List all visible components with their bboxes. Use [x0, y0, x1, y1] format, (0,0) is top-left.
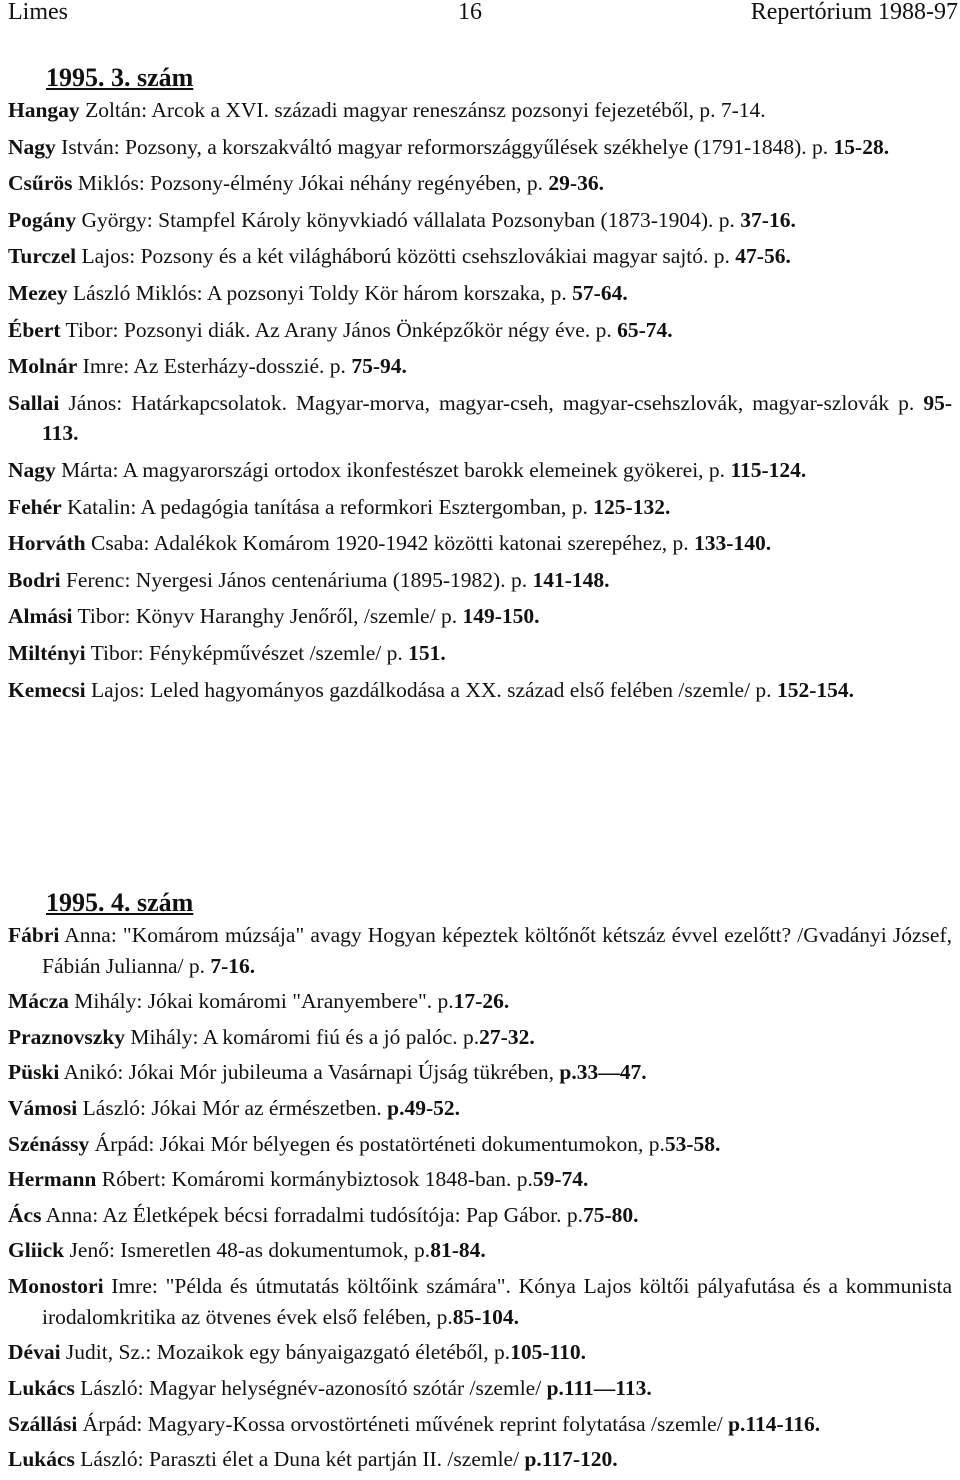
- entry-text: Mihály: A komáromi fiú és a jó palóc. p.: [125, 1024, 480, 1049]
- bibliography-entry: [8, 565, 952, 596]
- author-name: Lukács: [8, 1447, 75, 1472]
- bibliography-entry: [8, 1200, 952, 1231]
- page-range: 152-154.: [776, 677, 854, 702]
- page-range: p.111—113.: [546, 1375, 652, 1400]
- bibliography-entry: [8, 638, 952, 669]
- entry-text: Márta: A magyarországi ortodox ikonfestészet barokk elemeinek gyökerei, p.: [55, 458, 731, 483]
- entry-text: Imre: "Példa és útmutatás költőink számára". Kónya Lajos költői pályafutása és a kommunista irodalomkritika az ötvenes évek első felében, p.: [42, 1274, 952, 1329]
- issue-title: 1995. 4. szám: [46, 888, 194, 917]
- page-range: 53-58.: [664, 1131, 721, 1156]
- entry-text: Lajos: Pozsony és a két világháború közötti csehszlovákiai magyar sajtó. p.: [76, 244, 736, 269]
- author-name: Lukács: [8, 1375, 75, 1400]
- author-name: Kemecsi: [8, 677, 86, 702]
- page-range: 133-140.: [694, 531, 772, 556]
- author-name: Bodri: [8, 567, 61, 592]
- page-range: 7-16.: [210, 953, 256, 978]
- page-range: p.49-52.: [387, 1096, 460, 1121]
- page-range: 151.: [408, 641, 446, 666]
- bibliography-entry: [8, 1271, 952, 1332]
- entry-text: Mihály: Jókai komáromi "Aranyembere". p.: [68, 989, 454, 1014]
- author-name: Mácza: [8, 989, 69, 1014]
- page-range: 29-36.: [548, 171, 604, 196]
- page-range: 115-124.: [730, 458, 807, 483]
- page-range: 105-110.: [510, 1340, 586, 1365]
- page-range: 95-113.: [42, 390, 952, 446]
- author-name: Ébert: [8, 317, 61, 342]
- page-range: 65-74.: [617, 317, 673, 342]
- bibliography-entry: [8, 388, 952, 449]
- entry-text: Judit, Sz.: Mozaikok egy bányaigazgató életéből, p.: [60, 1340, 511, 1365]
- bibliography-entry: [8, 315, 952, 346]
- entry-text: János: Határkapcsolatok. Magyar-morva, magyar-cseh, magyar-csehszlovák, magyar-szlovák p.: [59, 390, 924, 415]
- bibliography-entry: [8, 675, 952, 706]
- bibliography-entry: [8, 168, 952, 199]
- author-name: Szénássy: [8, 1131, 90, 1156]
- bibliography-entry: [8, 492, 952, 523]
- journal-name: Limes: [8, 0, 68, 25]
- entry-list: [8, 95, 952, 705]
- entry-text: Miklós: Pozsony-élmény Jókai néhány regényében, p.: [72, 171, 549, 196]
- bibliography-entry: [8, 1444, 952, 1475]
- author-name: Csűrös: [8, 171, 73, 196]
- entry-text: Jenő: Ismeretlen 48-as dokumentumok, p.: [64, 1238, 431, 1263]
- entry-text: Lajos: Leled hagyományos gazdálkodása a XX. század első felében /szemle/ p.: [85, 677, 777, 702]
- entry-text: István: Pozsony, a korszakváltó magyar reformországgyűlések székhelye (1791-1848). p.: [55, 134, 834, 159]
- page-range: p.33—47.: [559, 1060, 647, 1085]
- bibliography-entry: [8, 205, 952, 236]
- page-range: 85-104.: [452, 1304, 520, 1329]
- bibliography-entry: [8, 1337, 952, 1368]
- author-name: Sallai: [8, 390, 60, 415]
- page-range: p.114-116.: [728, 1411, 821, 1436]
- author-name: Praznovszky: [8, 1024, 126, 1049]
- entry-text: Árpád: Jókai Mór bélyegen és postatörténeti dokumentumokon, p.: [89, 1131, 665, 1156]
- page-range: 75-80.: [583, 1202, 639, 1227]
- bibliography-entry: [8, 351, 952, 382]
- author-name: Pogány: [8, 207, 77, 232]
- entry-text: László: Jókai Mór az érmészetben.: [77, 1096, 388, 1121]
- page-number: 16: [458, 0, 482, 25]
- entry-text: László Miklós: A pozsonyi Toldy Kör három korszaka, p.: [67, 280, 573, 305]
- entry-text: Tibor: Könyv Haranghy Jenőről, /szemle/ p.: [72, 604, 463, 629]
- bibliography-entry: [8, 1373, 952, 1404]
- page-range: 75-94.: [351, 354, 407, 379]
- entry-text: Tibor: Fényképművészet /szemle/ p.: [85, 641, 409, 666]
- entry-text: Csaba: Adalékok Komárom 1920-1942 közötti katonai szerepéhez, p.: [85, 531, 695, 556]
- author-name: Gliick: [8, 1238, 65, 1263]
- bibliography-entry: [8, 920, 952, 981]
- author-name: Fehér: [8, 494, 62, 519]
- page-range: 141-148.: [532, 567, 610, 592]
- page-range: 59-74.: [532, 1167, 589, 1192]
- entry-text: László: Magyar helységnév-azonosító szótár /szemle/: [74, 1375, 547, 1400]
- bibliography-entry: [8, 1409, 952, 1440]
- entry-text: Árpád: Magyary-Kossa orvostörténeti művének reprint folytatása /szemle/: [77, 1411, 729, 1436]
- bibliography-entry: [8, 455, 952, 486]
- page-range: 125-132.: [593, 494, 671, 519]
- page-range: 27-32.: [479, 1024, 535, 1049]
- issue-section: [8, 61, 952, 711]
- bibliography-entry: [8, 1164, 952, 1195]
- page-range: 81-84.: [430, 1238, 486, 1263]
- author-name: Mezey: [8, 280, 68, 305]
- bibliography-entry: [8, 601, 952, 632]
- entry-text: Tibor: Pozsonyi diák. Az Arany János Önképzőkör négy éve. p.: [60, 317, 618, 342]
- bibliography-entry: [8, 528, 952, 559]
- entry-text: Katalin: A pedagógia tanítása a reformkori Esztergomban, p.: [61, 494, 594, 519]
- entry-text: László: Paraszti élet a Duna két partján II. /szemle/: [74, 1447, 525, 1472]
- author-name: Fábri: [8, 923, 60, 947]
- entry-list: [8, 920, 952, 1475]
- bibliography-entry: [8, 241, 952, 272]
- author-name: Dévai: [8, 1340, 61, 1365]
- bibliography-entry: [8, 278, 952, 309]
- page-range: 37-16.: [740, 207, 796, 232]
- author-name: Püski: [8, 1060, 60, 1085]
- entry-text: Anna: "Komárom múzsája" avagy Hogyan képeztek költőnőt kétszáz évvel ezelőtt? /Gvadányi József, Fábián Julianna/ p.: [42, 923, 952, 978]
- entry-text: Anna: Az Életképek bécsi forradalmi tudósítója: Pap Gábor. p.: [41, 1202, 583, 1227]
- author-name: Ács: [8, 1202, 42, 1227]
- page-header: [0, 0, 960, 30]
- entry-text: György: Stampfel Károly könyvkiadó vállalata Pozsonyban (1873-1904). p.: [76, 207, 741, 232]
- entry-text: Ferenc: Nyergesi János centenáriuma (1895-1982). p.: [60, 567, 533, 592]
- bibliography-entry: [8, 95, 952, 126]
- bibliography-entry: [8, 1235, 952, 1266]
- author-name: Hangay: [8, 98, 80, 122]
- repertory-title: Repertórium 1988-97: [750, 0, 958, 25]
- entry-text: Anikó: Jókai Mór jubileuma a Vasárnapi Újság tükrében,: [59, 1060, 560, 1085]
- page-range: 17-26.: [453, 989, 510, 1014]
- author-name: Hermann: [8, 1167, 97, 1192]
- author-name: Horváth: [8, 531, 86, 556]
- author-name: Nagy: [8, 458, 56, 483]
- page-range: 57-64.: [572, 280, 628, 305]
- bibliography-entry: [8, 132, 952, 163]
- issue-section: [8, 886, 952, 1480]
- page-range: 149-150.: [462, 604, 540, 629]
- author-name: Monostori: [8, 1274, 104, 1299]
- author-name: Miltényi: [8, 641, 86, 666]
- author-name: Turczel: [8, 244, 77, 269]
- bibliography-entry: [8, 1057, 952, 1088]
- bibliography-entry: [8, 1129, 952, 1160]
- bibliography-entry: [8, 1093, 952, 1124]
- bibliography-entry: [8, 1022, 952, 1053]
- bibliography-entry: [8, 986, 952, 1017]
- entry-text: Zoltán: Arcok a XVI. századi magyar reneszánsz pozsonyi fejezetéből, p. 7-14.: [79, 98, 766, 122]
- entry-text: Róbert: Komáromi kormánybiztosok 1848-ban. p.: [96, 1167, 533, 1192]
- page-range: 15-28.: [833, 134, 890, 159]
- issue-title: 1995. 3. szám: [46, 63, 194, 92]
- author-name: Nagy: [8, 134, 56, 159]
- author-name: Szállási: [8, 1411, 78, 1436]
- author-name: Molnár: [8, 354, 78, 379]
- author-name: Vámosi: [8, 1096, 78, 1121]
- author-name: Almási: [8, 604, 73, 629]
- page-range: p.117-120.: [524, 1447, 618, 1472]
- entry-text: Imre: Az Esterházy-dosszié. p.: [77, 354, 352, 379]
- page-range: 47-56.: [735, 244, 791, 269]
